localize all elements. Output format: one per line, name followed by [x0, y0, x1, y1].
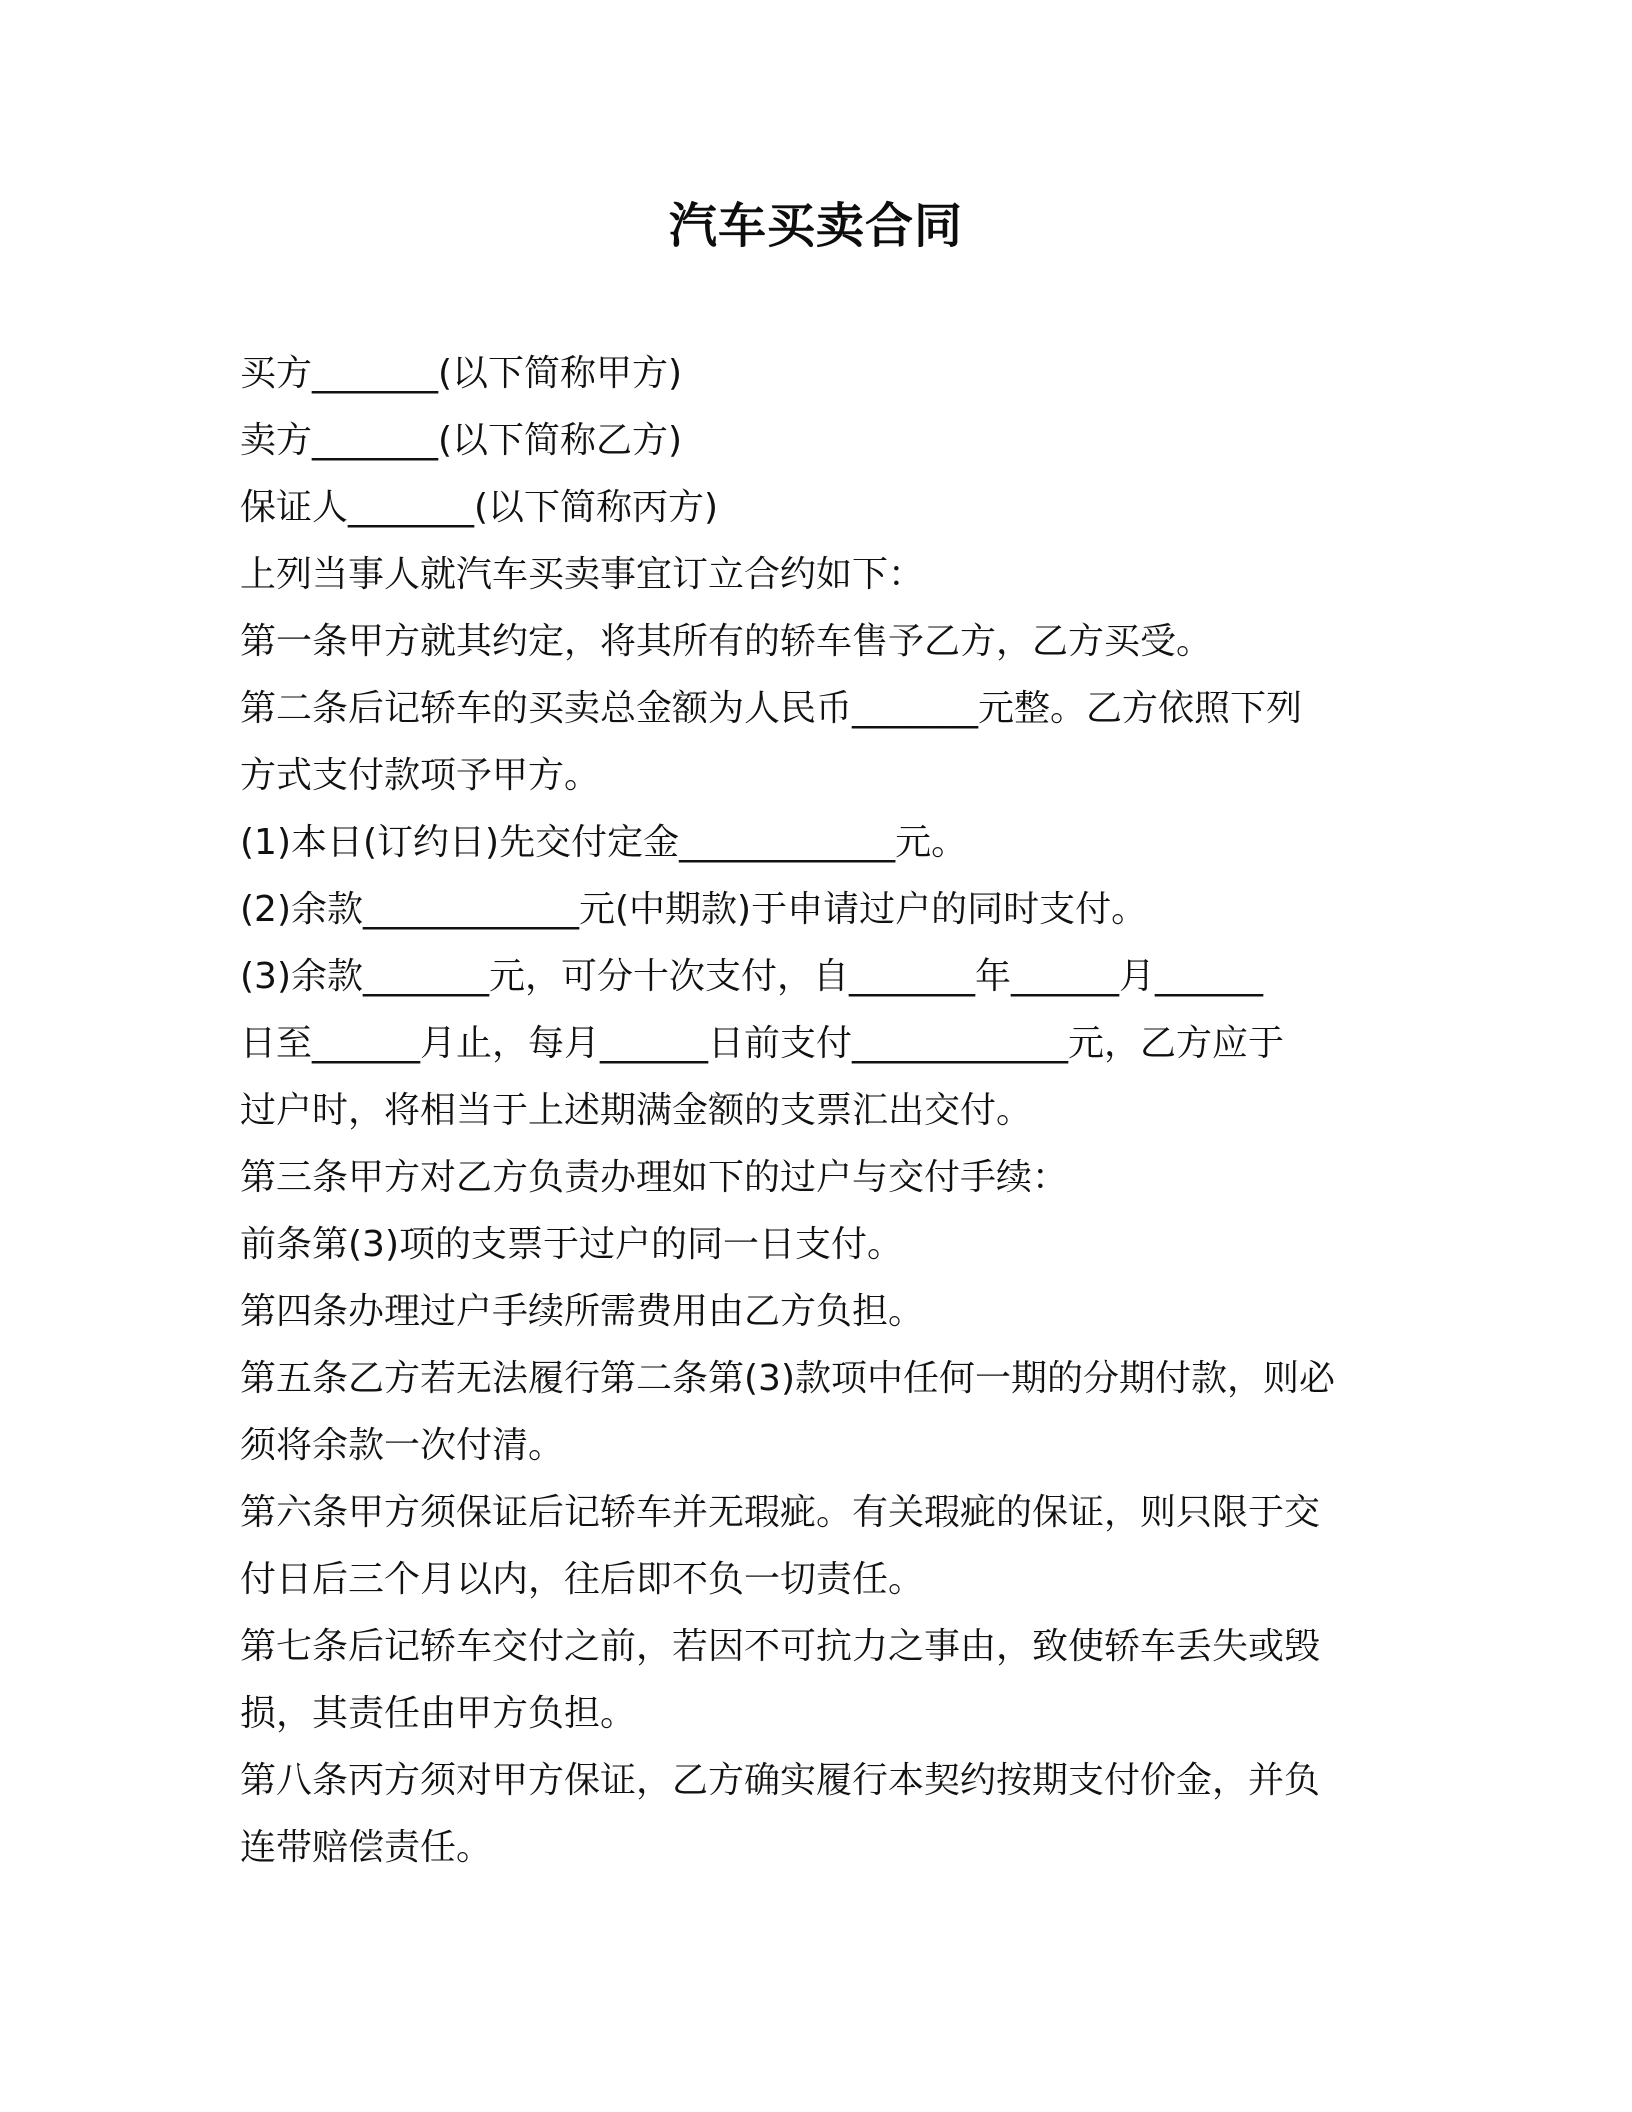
article-2-line-1: 第二条后记轿车的买卖总金额为人民币_______元整。乙方依照下列: [240, 688, 1303, 729]
article-6-line-2: 付日后三个月以内，往后即不负一切责任。: [240, 1559, 925, 1600]
payment-item-2: (2)余款____________元(中期款)于申请过户的同时支付。: [240, 889, 1148, 930]
buyer-line: 买方_______(以下简称甲方): [240, 353, 683, 394]
payment-item-1: (1)本日(订约日)先交付定金____________元。: [240, 822, 968, 863]
guarantor-line: 保证人_______(以下简称丙方): [240, 487, 719, 528]
article-2-line-2: 方式支付款项予甲方。: [240, 755, 601, 796]
article-8-line-2: 连带赔偿责任。: [240, 1827, 493, 1868]
seller-line: 卖方_______(以下简称乙方): [240, 420, 683, 461]
article-3-detail-line: 前条第(3)项的支票于过户的同一日支付。: [240, 1224, 903, 1265]
document-title: 汽车买卖合同: [668, 198, 963, 254]
article-4-line: 第四条办理过户手续所需费用由乙方负担。: [240, 1291, 925, 1332]
document-body: [240, 340, 1390, 1881]
article-5-line-1: 第五条乙方若无法履行第二条第(3)款项中任何一期的分期付款，则必: [240, 1358, 1335, 1399]
article-8-line-1: 第八条丙方须对甲方保证，乙方确实履行本契约按期支付价金，并负: [240, 1760, 1321, 1801]
payment-item-3-line-3: 过户时，将相当于上述期满金额的支票汇出交付。: [240, 1090, 1033, 1131]
article-5-line-2: 须将余款一次付清。: [240, 1425, 565, 1466]
article-7-line-2: 损，其责任由甲方负担。: [240, 1693, 637, 1734]
preamble-line: 上列当事人就汽车买卖事宜订立合约如下：: [240, 554, 925, 595]
article-7-line-1: 第七条后记轿车交付之前，若因不可抗力之事由，致使轿车丢失或毁: [240, 1626, 1321, 1667]
payment-item-3-line-1: (3)余款_______元，可分十次支付，自_______年______月______: [240, 956, 1263, 997]
payment-item-3-line-2: 日至______月止，每月______日前支付____________元，乙方应于: [240, 1023, 1285, 1064]
article-1-line: 第一条甲方就其约定，将其所有的轿车售予乙方，乙方买受。: [240, 621, 1213, 662]
article-3-line: 第三条甲方对乙方负责办理如下的过户与交付手续：: [240, 1157, 1069, 1198]
article-6-line-1: 第六条甲方须保证后记轿车并无瑕疵。有关瑕疵的保证，则只限于交: [240, 1492, 1321, 1533]
